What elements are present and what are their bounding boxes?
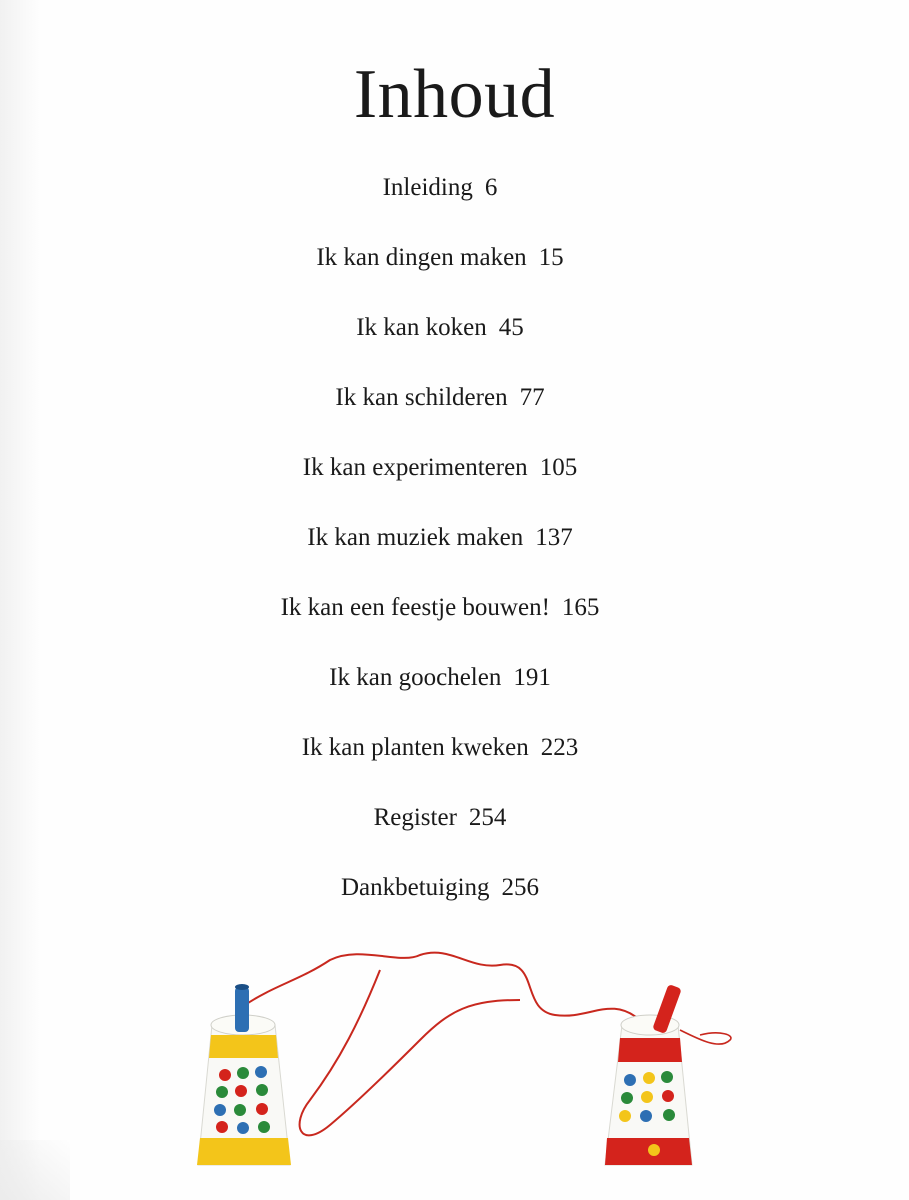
left-straw — [235, 987, 249, 1032]
toc-entry-label: Inleiding — [382, 174, 473, 201]
toc-entry-label: Ik kan goochelen — [329, 664, 502, 691]
toc-entry — [0, 168, 880, 238]
toc-entry — [0, 658, 880, 728]
toc-entry-page: 191 — [513, 664, 551, 691]
toc-entry-page: 45 — [498, 314, 524, 341]
toc-entry-label: Register — [373, 804, 457, 831]
toc-entry-label: Ik kan muziek maken — [307, 524, 524, 551]
toc-entry — [0, 448, 880, 518]
red-string-tail — [680, 1030, 731, 1044]
toc-entry — [0, 308, 880, 378]
left-cup-yellow-bottom — [197, 1138, 291, 1165]
right-cup — [605, 984, 692, 1165]
toc-entry-label: Ik kan schilderen — [335, 384, 508, 411]
toc-entry-page: 105 — [539, 454, 578, 481]
toc-entry-page: 137 — [535, 524, 573, 551]
toc-entry-label: Ik kan experimenteren — [302, 454, 528, 481]
toc-entry-label: Ik kan een feestje bouwen! — [280, 594, 550, 621]
toc-entry-label: Ik kan dingen maken — [316, 244, 527, 271]
string-telephone-icon — [0, 940, 909, 1200]
toc-entry-page: 6 — [484, 174, 498, 201]
page-title: Inhoud — [353, 56, 556, 133]
toc-entry — [0, 798, 880, 868]
toc-entry-page: 223 — [540, 734, 579, 761]
toc-entry-page: 256 — [501, 874, 540, 901]
table-of-contents — [0, 168, 880, 938]
toc-entry-label: Dankbetuiging — [340, 874, 490, 901]
toc-entry-page: 15 — [538, 244, 564, 271]
toc-entry — [0, 588, 880, 658]
toc-entry — [0, 868, 880, 938]
toc-entry-page: 165 — [561, 594, 600, 621]
red-string-loop — [300, 970, 520, 1135]
toc-entry — [0, 238, 880, 308]
toc-entry-page: 254 — [468, 804, 507, 831]
toc-entry-label: Ik kan koken — [356, 314, 487, 341]
toc-entry-page: 77 — [519, 384, 545, 411]
toc-entry — [0, 518, 880, 588]
left-cup — [197, 984, 291, 1165]
toc-entry — [0, 728, 880, 798]
right-cup-red-top — [618, 1038, 682, 1062]
toc-entry — [0, 378, 880, 448]
left-cup-yellow-top — [209, 1035, 278, 1058]
toc-entry-label: Ik kan planten kweken — [301, 734, 529, 761]
red-string — [245, 953, 640, 1020]
